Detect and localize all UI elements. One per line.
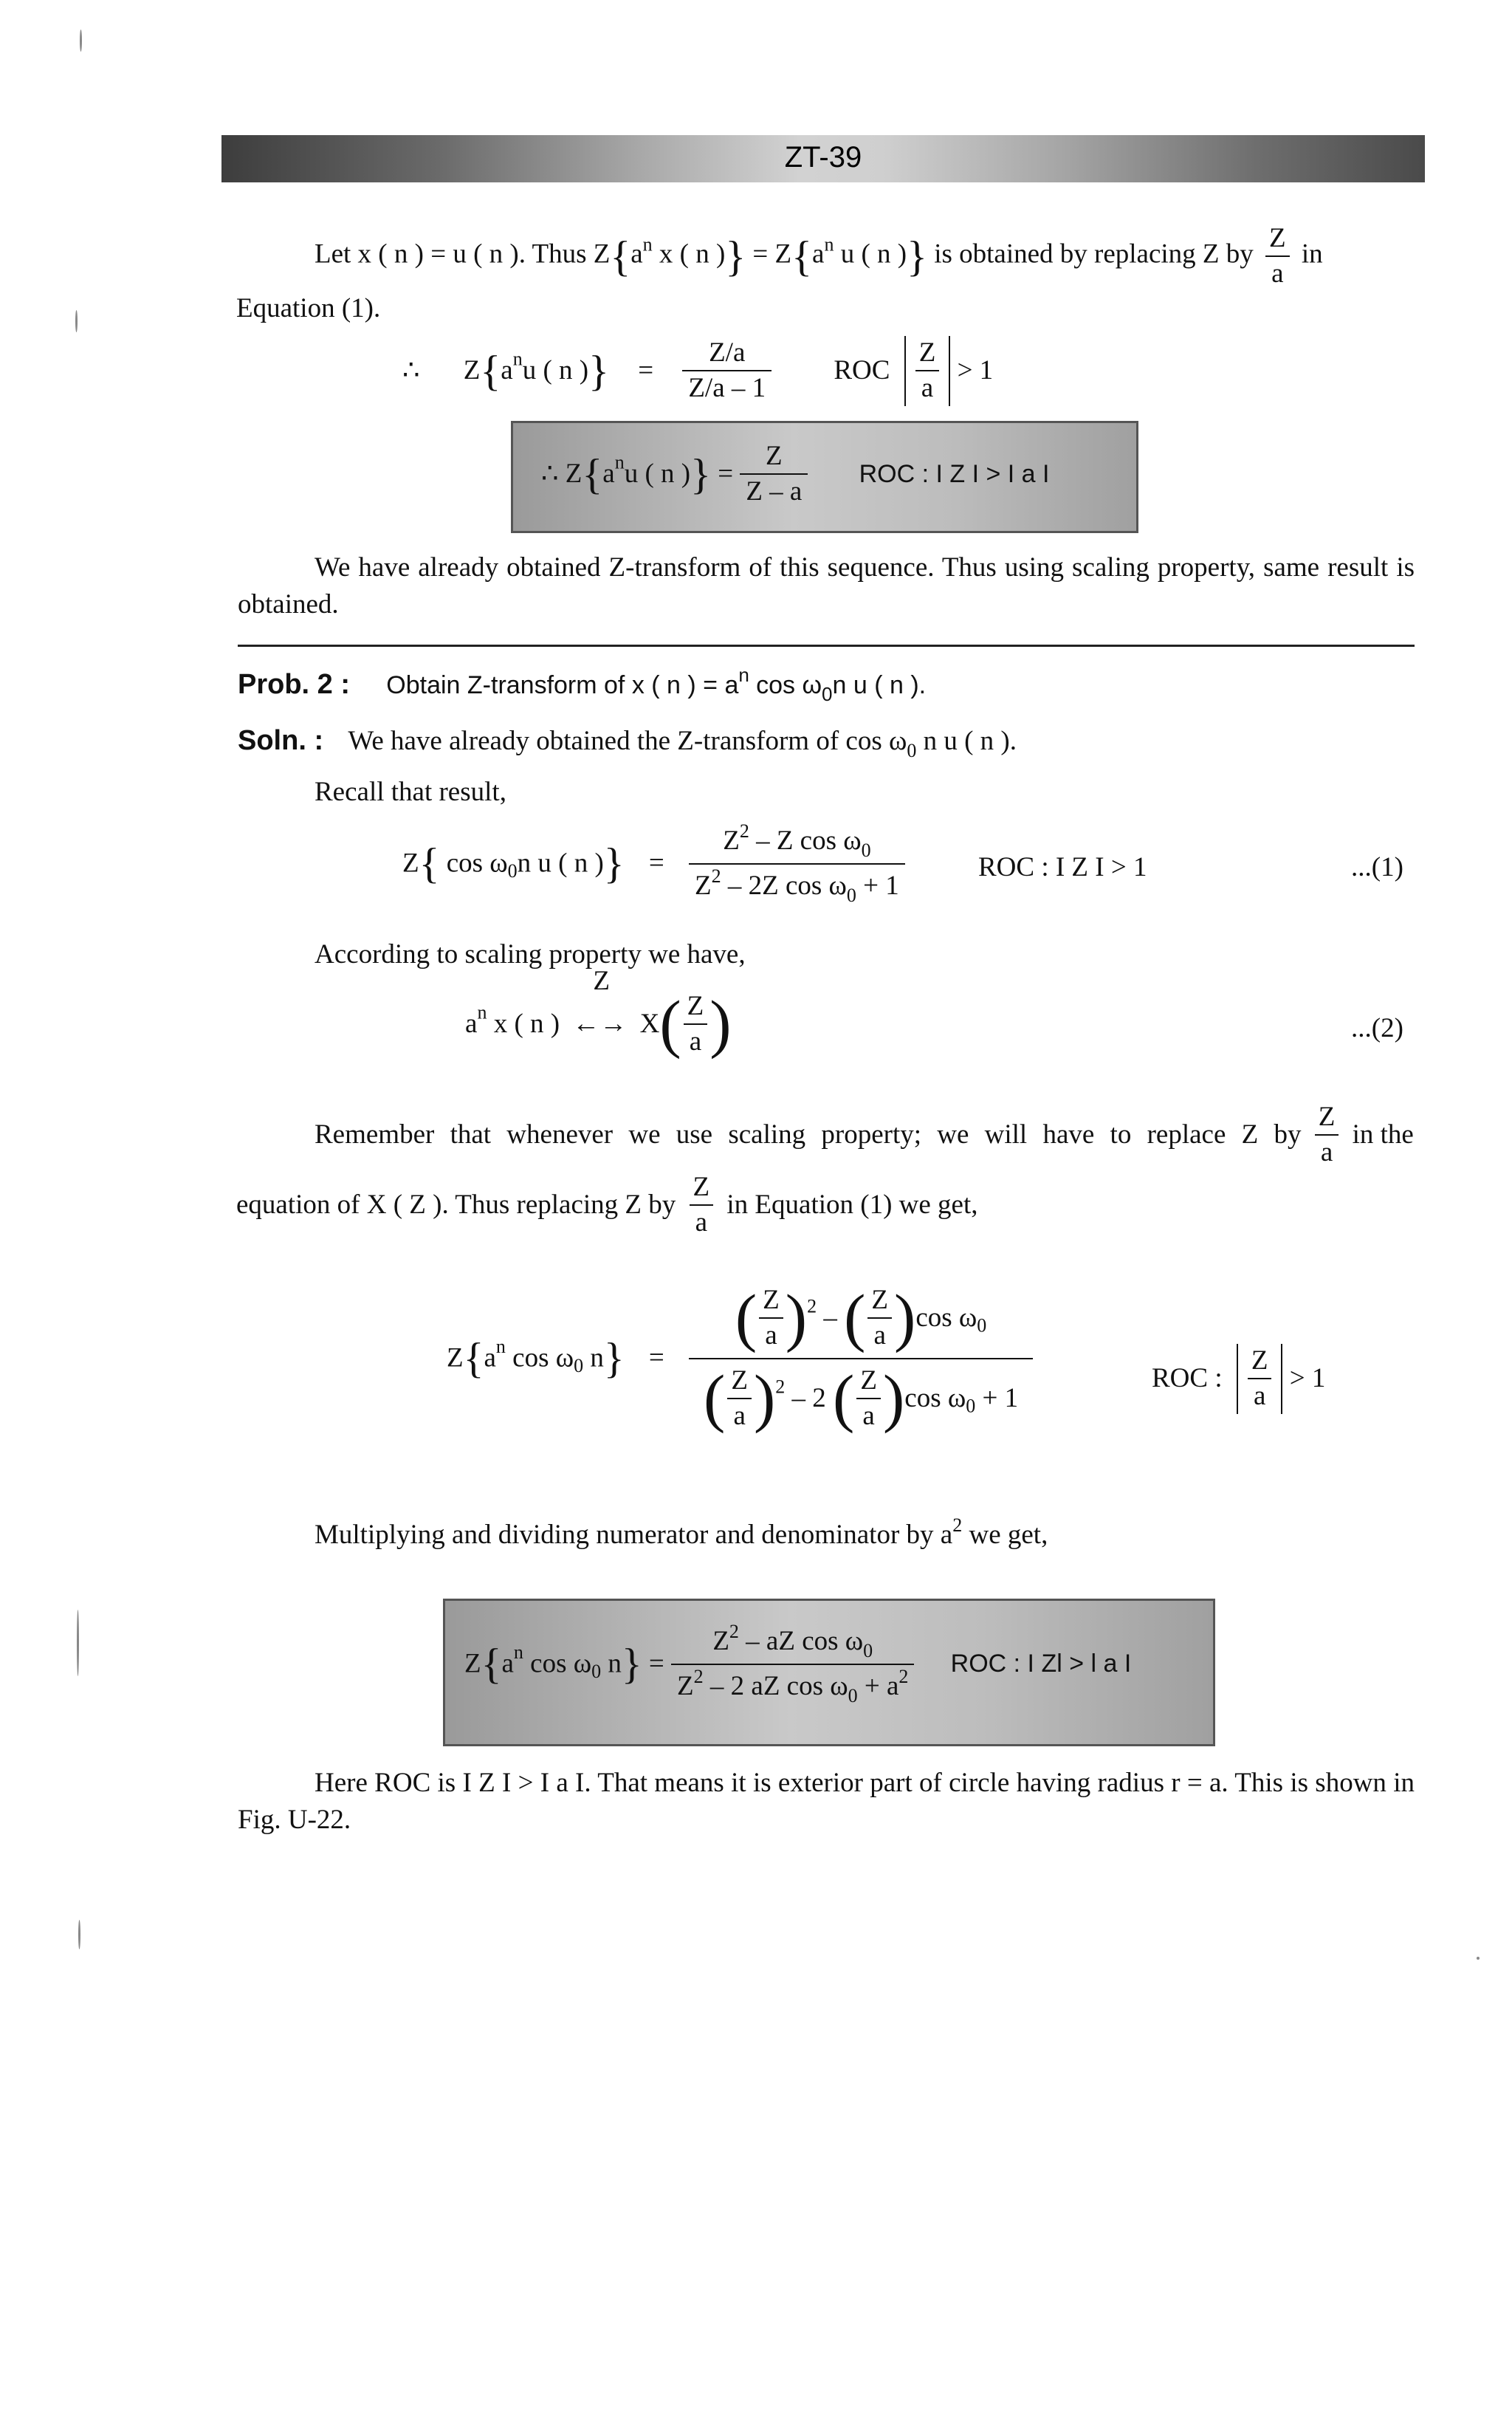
equation-3: $a^n$ x ( n ) Z ←→ X( $\frac{Z}{a}$ ) [465, 966, 732, 1060]
box2-equation [464, 1620, 1131, 1708]
box2-num: $Z^2$ – aZ $\cos \omega_0$ [712, 1621, 873, 1661]
eq3-tag: ...(2) [1351, 1013, 1403, 1043]
remember-text-a: Remember that whenever we use scaling property; we will have to replace Z by [315, 1119, 1302, 1150]
soln-text-b: n u ( n ). [923, 726, 1017, 756]
eq4-z: Z [447, 1342, 464, 1373]
result-box-1 [511, 421, 1138, 533]
box2-brace-open: { [481, 1639, 502, 1688]
soln-text-a: We have already obtained the Z-transform of cos ω [348, 726, 907, 756]
eq4-denominator: ( $\frac{Z}{a}$ )$^2$ – 2 ( $\frac{Z}{a}$ )cos $\omega_0 + 1$ [689, 1358, 1033, 1434]
scan-speck [80, 30, 82, 52]
box1-equation [541, 439, 1049, 509]
box2-cos: cos ω [530, 1648, 592, 1679]
eq1-brace-open: { [480, 346, 501, 395]
scan-speck [75, 310, 78, 332]
eq3-fraction: $\frac{Z}{a}$ [681, 989, 710, 1060]
box2-sub-0: 0 [591, 1660, 602, 1682]
multiply-sup-2: 2 [952, 1514, 963, 1536]
prob-n-sup: n [738, 664, 749, 686]
brace-close: } [725, 232, 746, 281]
intro-line-2: Equation (1). [236, 293, 381, 323]
eq1-roc: ROC [834, 355, 890, 386]
eq4-brace-open: { [463, 1334, 484, 1382]
intro-text-a: Let x ( n ) = u ( n ). Thus Z [315, 239, 611, 270]
equation-2 [402, 820, 905, 907]
remember-fraction-1: $\frac{Z}{a}$ [1313, 1100, 1341, 1170]
eq4-abs: $\frac{Z}{a}$ [1237, 1344, 1283, 1414]
eq1-u-arg: u ( n ) [522, 355, 589, 386]
box2-z: Z [464, 1648, 481, 1679]
multiply-line [315, 1514, 1048, 1552]
multiply-tail: we get, [969, 1520, 1048, 1550]
intro-in: in [1301, 239, 1323, 270]
eq3-n-sup: n [477, 1001, 487, 1023]
box2-den: $Z^2 - 2$ aZ $\cos \omega_0 + a^2$ [671, 1664, 914, 1709]
box1-num: Z [766, 441, 783, 471]
brace-open-2: { [791, 232, 812, 281]
prob-2-line [238, 663, 926, 707]
eq4-a: a [484, 1342, 496, 1373]
eq1-den: Z/a – 1 [682, 370, 772, 405]
box1-n-sup: n [614, 451, 625, 473]
soln-label: Soln. : [238, 725, 324, 756]
box1-roc: ROC : I Z I > I a I [859, 460, 1050, 488]
intro-line [315, 222, 1323, 292]
intro-n-sup: n [642, 233, 653, 255]
box1-lhs: ∴ Z [541, 459, 583, 490]
prob-label: Prob. 2 : [238, 669, 351, 700]
intro-a: a [630, 239, 643, 270]
scan-speck [78, 1920, 80, 1949]
remember-text-c: in Equation (1) we get, [726, 1190, 978, 1221]
equation-1 [402, 336, 993, 406]
eq4-brace-close: } [603, 1334, 625, 1382]
brace-open: { [610, 232, 631, 281]
eq1-num: Z/a [709, 337, 746, 368]
z-over-a-fraction: $\frac{Z}{a}$ [1263, 222, 1292, 292]
box2-fraction [671, 1620, 914, 1708]
remember-text-b: equation of X ( Z ). Thus replacing Z by [236, 1190, 676, 1221]
box2-n: n [608, 1648, 622, 1679]
eq4-cos: cos ω [512, 1342, 574, 1373]
box2-brace-close: } [621, 1639, 642, 1688]
intro-text-b: is obtained by replacing Z by [934, 239, 1254, 270]
equation-4 [447, 1283, 1033, 1433]
remember-line-2 [236, 1170, 978, 1240]
eq2-fraction [689, 820, 905, 907]
intro-u-arg: u ( n ) [840, 239, 907, 270]
eq3-X: X [639, 1009, 660, 1040]
eq4-n-sup: n [495, 1335, 506, 1357]
eq4-n: n [590, 1342, 604, 1373]
box1-brace-close: } [690, 450, 711, 498]
eq3-arrow: ←→ [572, 1009, 628, 1040]
box2-equals: = [648, 1648, 664, 1679]
intro-a2: a [812, 239, 825, 270]
box1-brace-open: { [582, 450, 603, 498]
eq4-equals: = [648, 1342, 664, 1373]
eq4-gt1: > 1 [1289, 1363, 1326, 1394]
eq4-roc [1152, 1344, 1325, 1414]
eq1-abs: $\frac{Z}{a}$ [904, 336, 951, 406]
eq1-brace-close: } [588, 346, 609, 395]
multiply-text: Multiplying and dividing numerator and denominator by a [315, 1520, 953, 1550]
box1-a: a [602, 459, 615, 490]
intro-x-arg: x ( n ) [659, 239, 726, 270]
eq2-n-u: n u ( n ) [517, 848, 604, 879]
eq3-transform-arrow [572, 966, 628, 1041]
brace-close-2: } [907, 232, 927, 281]
scan-speck [77, 1610, 79, 1676]
eq3-z-over: Z [593, 966, 610, 997]
prob-text-c: n u ( n ). [832, 671, 927, 699]
according-line: According to scaling property we have, [315, 939, 746, 970]
box1-fraction [740, 439, 808, 509]
eq1-a: a [501, 355, 513, 386]
prob-text-a: Obtain Z-transform of x ( n ) = a [386, 671, 739, 699]
box2-roc: ROC : I Zl > l a I [950, 1650, 1132, 1678]
recall-line: Recall that result, [315, 777, 506, 807]
box2-a: a [501, 1648, 514, 1679]
page-header-bar [221, 135, 1425, 182]
eq4-roc-label: ROC : [1152, 1363, 1223, 1394]
eq1-equals: = [638, 355, 654, 386]
eq2-cos: cos ω [446, 848, 508, 879]
section-divider [238, 645, 1415, 647]
box1-u-arg: u ( n ) [624, 459, 691, 490]
page-number: ZT-39 [784, 141, 862, 174]
eq2-num: $Z^2$ – Z $\cos \omega_0$ [723, 820, 871, 861]
soln-sub-0: 0 [907, 740, 917, 761]
box1-den: Z – a [740, 473, 808, 509]
soln-line [238, 724, 1017, 763]
intro-z: Z [774, 239, 792, 270]
remember-fraction-2: $\frac{Z}{a}$ [687, 1170, 716, 1240]
eq3-a: a [465, 1009, 478, 1040]
eq2-roc: ROC : I Z I > 1 [978, 852, 1147, 882]
scan-speck [1477, 1957, 1480, 1960]
paragraph-1: We have already obtained Z-transform of this sequence. Thus using scaling property, same result is obtained. [238, 552, 1415, 620]
eq2-equals: = [648, 848, 664, 879]
box2-n-sup: n [513, 1641, 523, 1663]
eq1-n-sup: n [512, 348, 523, 370]
remember-line-1 [315, 1100, 1414, 1170]
eq2-sub-0: 0 [507, 859, 518, 882]
eq1-gt1: > 1 [957, 355, 994, 386]
eq3-x-arg: x ( n ) [493, 1009, 560, 1040]
eq4-big-fraction [689, 1283, 1033, 1433]
prob-sub-0: 0 [822, 683, 833, 705]
remember-in-the: in the [1352, 1119, 1414, 1150]
therefore-symbol: ∴ [402, 355, 420, 386]
intro-equals: = [752, 239, 769, 270]
eq1-fraction [682, 336, 772, 406]
result-box-2 [443, 1599, 1215, 1746]
eq2-den: $Z^2 - 2Z$ $\cos \omega_0 + 1$ [689, 863, 905, 908]
eq2-z: Z [402, 848, 419, 879]
eq2-tag: ...(1) [1351, 852, 1403, 882]
final-paragraph: Here ROC is I Z I > I a I. That means it is exterior part of circle having radius r = a. This is shown in Fig. U-22. [238, 1768, 1415, 1835]
intro-n-sup2: n [824, 233, 834, 255]
box1-equals: = [718, 459, 734, 490]
eq1-z: Z [463, 355, 481, 386]
eq4-sub-0: 0 [574, 1354, 584, 1376]
prob-text-b: cos ω [756, 671, 822, 699]
eq2-brace-close: } [603, 839, 625, 888]
eq2-brace-open: { [419, 839, 440, 888]
eq4-numerator: ( $\frac{Z}{a}$ )$^2$ – ( $\frac{Z}{a}$ )cos $\omega_0$ [735, 1282, 987, 1354]
